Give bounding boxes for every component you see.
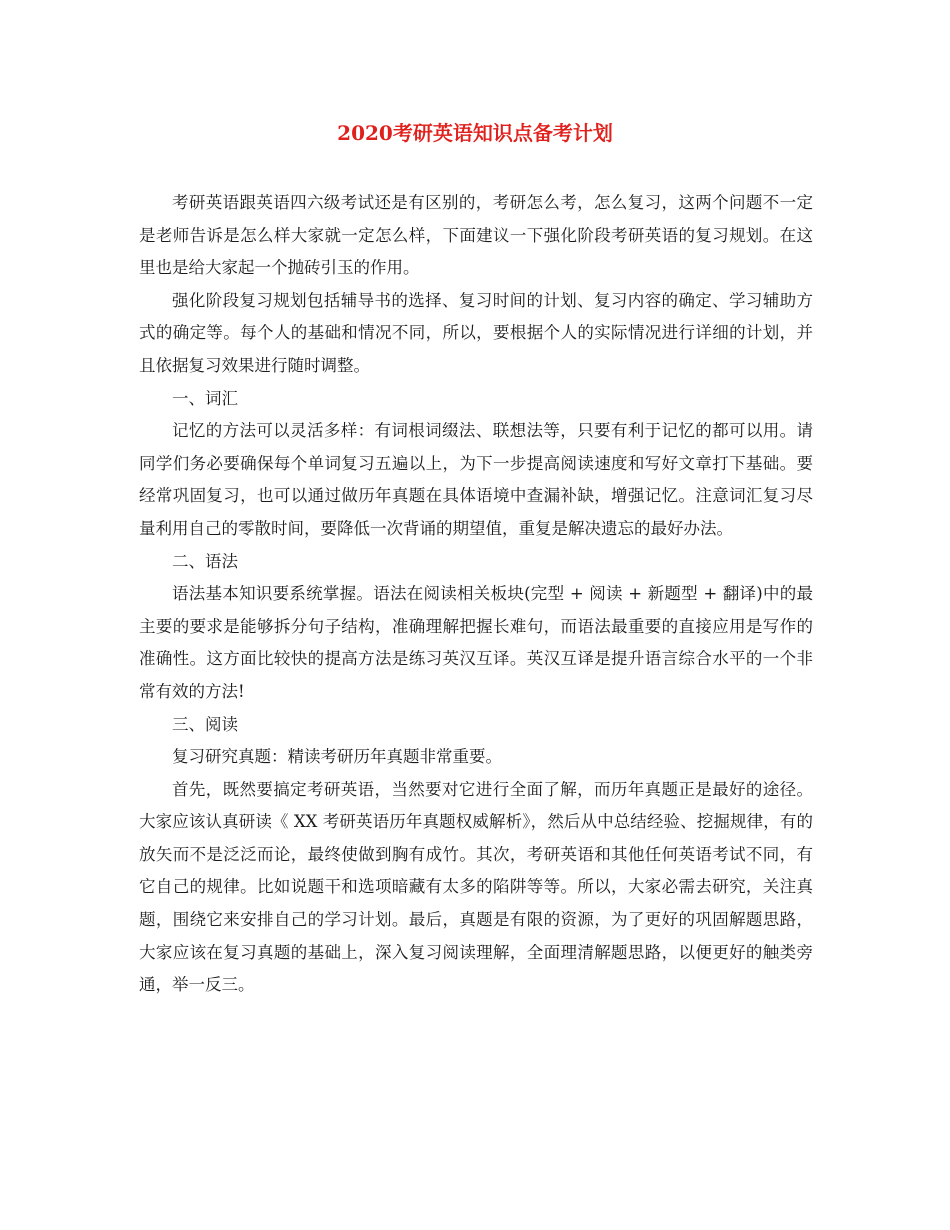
section-heading-grammar: 二、语法 [172,551,238,571]
paragraph-vocabulary: 记忆的方法可以灵活多样：有词根词缀法、联想法等，只要有利于记忆的都可以用。请同学们务必要确保每个单词复习五遍以上，为下一步提高阅读速度和写好文章打下基础。要经常巩固复习，也可以通过做历年真题在具体语境中查漏补缺，增强记忆。注意词汇复习尽量利用自己的零散时间，要降低一次背诵的期望值，重复是解决遗忘的最好办法。 [139,421,813,538]
paragraph-plan: 强化阶段复习规划包括辅导书的选择、复习时间的计划、复习内容的确定、学习辅助方式的确定等。每个人的基础和情况不同，所以，要根据个人的实际情况进行详细的计划，并且依据复习效果进行随时调整。 [139,290,813,375]
section-heading-reading: 三、阅读 [172,714,238,734]
document-title: 2020考研英语知识点备考计划 [337,121,613,145]
paragraph-reading-detail: 首先，既然要搞定考研英语，当然要对它进行全面了解，而历年真题正是最好的途径。大家应该认真研读《 XX 考研英语历年真题权威解析》，然后从中总结经验、挖掘规律，有的放矢而不是泛泛而论，最终使做到胸有成竹。其次，考研英语和其他任何英语考试不同，有它自己的规律。比如说题干和选项暗藏有太多的陷阱等等。所以，大家必需去研究，关注真题，围绕它来安排自己的学习计划。最后，真题是有限的资源，为了更好的巩固解题思路，大家应该在复习真题的基础上，深入复习阅读理解，全面理清解题思路，以便更好的触类旁通，举一反三。 [139,779,813,995]
paragraph-reading-intro: 复习研究真题：精读考研历年真题非常重要。 [172,747,502,767]
section-heading-vocabulary: 一、词汇 [172,388,238,408]
document-body [139,187,813,1002]
paragraph-intro: 考研英语跟英语四六级考试还是有区别的，考研怎么考，怎么复习，这两个问题不一定是老师告诉是怎么样大家就一定怎么样，下面建议一下强化阶段考研英语的复习规划。在这里也是给大家起一个抛砖引玉的作用。 [139,193,813,278]
paragraph-grammar: 语法基本知识要系统掌握。语法在阅读相关板块(完型 + 阅读 + 新题型 + 翻译)中的最主要的要求是能够拆分句子结构，准确理解把握长难句，而语法最重要的直接应用是写作的准确性。这方面比较快的提高方法是练习英汉互译。英汉互译是提升语言综合水平的一个非常有效的方法! [139,584,813,701]
